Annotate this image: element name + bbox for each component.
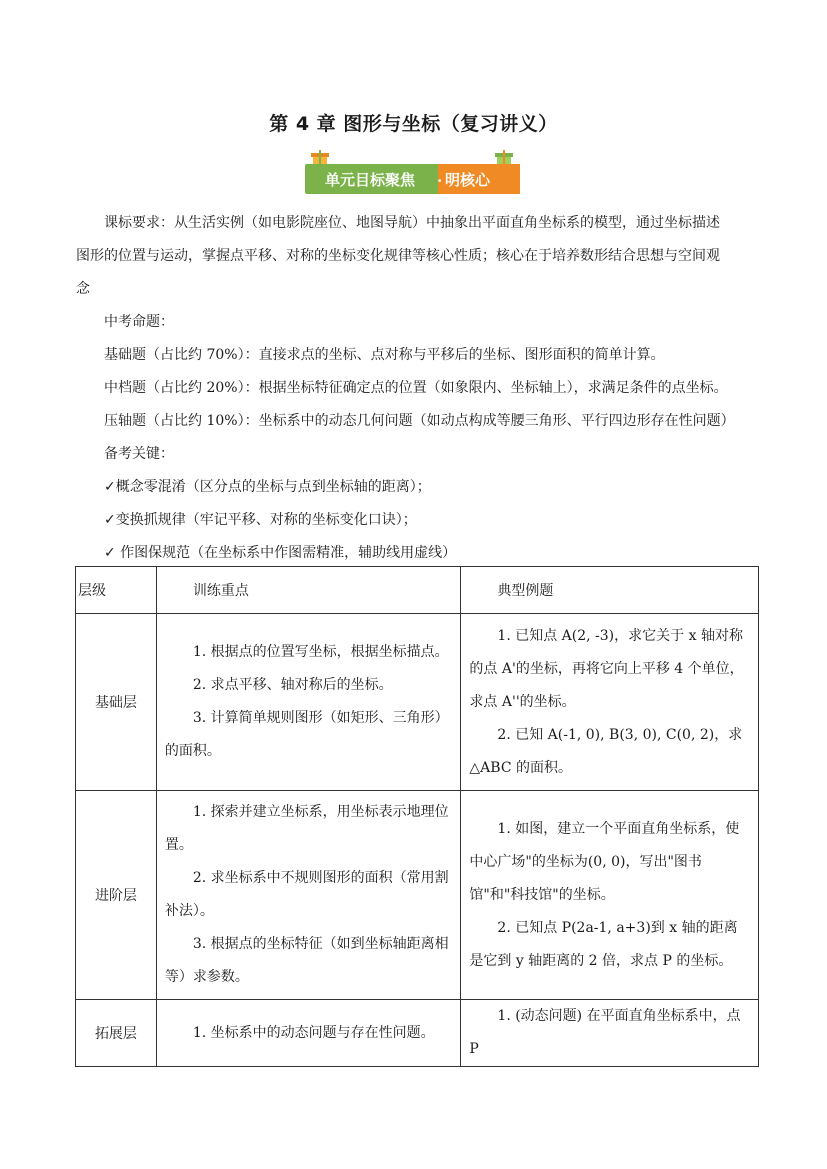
table-header-cell: 训练重点 [156, 567, 461, 614]
section-banner [305, 150, 520, 200]
focus-cell [156, 1000, 461, 1067]
table-row [76, 1000, 759, 1067]
intro-line: 念 [76, 281, 90, 297]
exam-mid: 中档题（占比约 20%）：根据坐标特征确定点的位置（如象限内、坐标轴上），求满足条件的点坐标。 [104, 380, 728, 396]
prep-item: ✓概念零混淆（区分点的坐标与点到坐标轴的距离）； [104, 479, 431, 495]
level-cell: 进阶层 [76, 791, 157, 1000]
exam-basic: 基础题（占比约 70%）：直接求点的坐标、点对称与平移后的坐标、图形面积的简单计算。 [104, 347, 665, 363]
prep-heading: 备考关键： [104, 446, 174, 462]
example-cell [461, 614, 759, 791]
prep-item: ✓变换抓规律（牢记平移、对称的坐标变化口诀）； [104, 512, 417, 528]
page-title: 第 4 章 图形与坐标（复习讲义） [269, 113, 558, 135]
focus-item: 1. 探索并建立坐标系，用坐标表示地理位置。 [164, 804, 449, 853]
example-cell [461, 1000, 759, 1067]
banner-right-text: 明核心 [445, 171, 491, 189]
check-icon: ✓ [104, 545, 116, 561]
focus-cell [156, 614, 461, 791]
table-header-cell: 层级 [76, 567, 157, 614]
focus-item: 3. 计算简单规则图形（如矩形、三角形）的面积。 [164, 710, 449, 759]
focus-item: 2. 求坐标系中不规则图形的面积（常用割补法）。 [164, 870, 449, 919]
exam-heading: 中考命题： [104, 314, 174, 330]
training-table [75, 566, 759, 1067]
level-cell: 基础层 [76, 614, 157, 791]
level-cell: 拓展层 [76, 1000, 157, 1067]
table-header-row [76, 567, 759, 614]
check-icon: ✓ [104, 479, 116, 495]
focus-item: 1. 根据点的位置写坐标，根据坐标描点。 [192, 644, 449, 660]
example-item: 1. 如图，建立一个平面直角坐标系，使中心广场"的坐标为(0, 0)，写出"图书馆"和"科技馆"的坐标。 [469, 820, 740, 903]
intro-paragraph [76, 207, 756, 306]
table-row [76, 791, 759, 1000]
intro-line: 课标要求：从生活实例（如电影院座位、地图导航）中抽象出平面直角坐标系的模型，通过坐标描述 [104, 215, 720, 231]
example-item: 2. 已知 A(-1, 0), B(3, 0), C(0, 2)，求△ABC 的面积。 [469, 726, 743, 776]
focus-item: 3. 根据点的坐标特征（如到坐标轴距离相等）求参数。 [164, 936, 449, 985]
table-row [76, 614, 759, 791]
example-item: 1. (动态问题) 在平面直角坐标系中，点 P [469, 1008, 741, 1057]
table-header-cell: 典型例题 [461, 567, 759, 614]
exam-section [76, 306, 756, 570]
exam-hard: 压轴题（占比约 10%）：坐标系中的动态几何问题（如动点构成等腰三角形、平行四边形存在性问题） [104, 413, 735, 429]
example-cell [461, 791, 759, 1000]
focus-item: 1. 坐标系中的动态问题与存在性问题。 [192, 1024, 435, 1041]
banner-dot: · [437, 172, 443, 190]
intro-line: 图形的位置与运动，掌握点平移、对称的坐标变化规律等核心性质；核心在于培养数形结合思想与空间观 [76, 248, 720, 264]
focus-item: 2. 求点平移、轴对称后的坐标。 [192, 677, 393, 693]
example-item: 2. 已知点 P(2a-1, a+3)到 x 轴的距离是它到 y 轴距离的 2 倍，求点 P 的坐标。 [469, 919, 738, 969]
banner-left-text: 单元目标聚焦 [325, 171, 416, 189]
focus-cell [156, 791, 461, 1000]
prep-item: ✓ 作图保规范（在坐标系中作图需精准，辅助线用虚线） [104, 545, 457, 561]
check-icon: ✓ [104, 512, 116, 528]
example-item: 1. 已知点 A(2, -3)，求它关于 x 轴对称的点 A'的坐标，再将它向上平移 4 个单位，求点 A''的坐标。 [469, 627, 744, 710]
